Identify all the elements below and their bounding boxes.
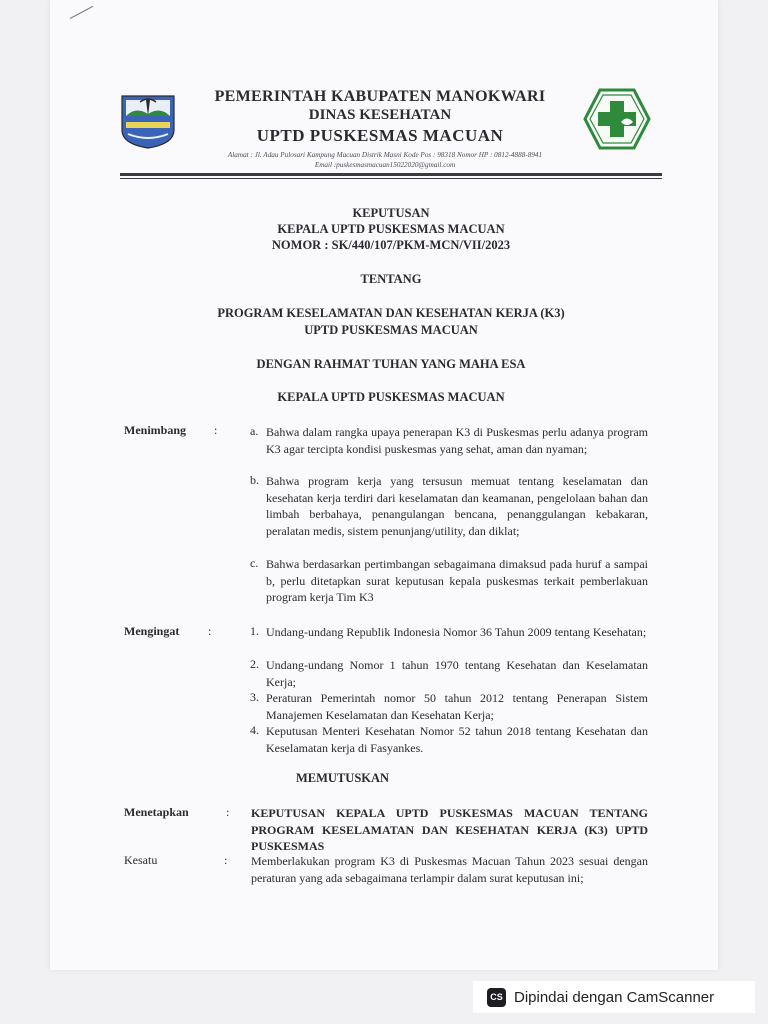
- mengingat-item: Undang-undang Republik Indonesia Nomor 36 Tahun 2009 tentang Kesehatan;: [266, 625, 647, 639]
- decree-issuer: KEPALA UPTD PUSKESMAS MACUAN: [277, 222, 505, 236]
- menimbang-colon: :: [214, 423, 218, 437]
- camscanner-icon: CS: [487, 988, 506, 1007]
- mengingat-colon: :: [208, 624, 212, 638]
- menetapkan-text: KEPUTUSAN KEPALA UPTD PUSKESMAS MACUAN TENTANG PROGRAM KESELAMATAN DAN KESEHATAN KERJA (K3) UPTD PUSKESMAS: [251, 806, 648, 853]
- mengingat-item: Peraturan Pemerintah nomor 50 tahun 2012 tentang Penerapan Sistem Manajemen Keselamatan dan Kesehatan Kerja;: [266, 691, 648, 722]
- camscanner-label: Dipindai dengan CamScanner: [514, 988, 715, 1006]
- menetapkan-label: Menetapkan: [124, 805, 189, 819]
- menimbang-item: Bahwa dalam rangka upaya penerapan K3 di Puskesmas perlu adanya program K3 agar tercipta kondisi puskesmas yang sehat, aman dan nyaman;: [266, 425, 648, 456]
- decree-subject: PROGRAM KESELAMATAN DAN KESEHATAN KERJA (K3): [217, 306, 565, 320]
- mengingat-marker: 3.: [250, 690, 259, 704]
- mengingat-item: Undang-undang Nomor 1 tahun 1970 tentang Kesehatan dan Keselamatan Kerja;: [266, 658, 648, 689]
- mengingat-marker: 2.: [250, 657, 259, 671]
- menimbang-marker: b.: [250, 473, 259, 487]
- menimbang-item: Bahwa program kerja yang tersusun memuat tentang keselamatan dan kesehatan kerja terdiri dari keselamatan dan keamanan, pengelolaan bahan dan limbah berbahaya, penangulangan bencana, penanggulangan kebakaran, peralatan medis, sistem penunjang/utility, dan diklat;: [266, 474, 648, 538]
- letterhead-institution: UPTD PUSKESMAS MACUAN: [256, 126, 504, 145]
- kesatu-label: Kesatu: [124, 853, 158, 867]
- menetapkan-colon: :: [226, 805, 230, 819]
- menimbang-item: Bahwa berdasarkan pertimbangan sebagaimana dimaksud pada huruf a sampai b, perlu ditetapkan surat keputusan kepala puskesmas terkait pemberlakuan program kerja Tim K3: [266, 557, 648, 604]
- kesatu-colon: :: [224, 853, 228, 867]
- decree-number: NOMOR : SK/440/107/PKM-MCN/VII/2023: [271, 238, 511, 252]
- camscanner-watermark: [473, 981, 755, 1013]
- mengingat-marker: 4.: [250, 723, 259, 737]
- mengingat-label: Mengingat: [124, 624, 180, 638]
- letterhead-address: Alamat : Jl. Adau Pulosari Kampung Macuan Distrik Masni Kode Pos : 98318 Nomor HP : 0812-4888-8941: [227, 151, 543, 159]
- decree-invocation: DENGAN RAHMAT TUHAN YANG MAHA ESA: [256, 357, 526, 371]
- decision-heading: MEMUTUSKAN: [296, 771, 390, 785]
- decree-title: KEPUTUSAN: [352, 206, 430, 220]
- decree-subject-unit: UPTD PUSKESMAS MACUAN: [304, 323, 478, 337]
- kesatu-text: Memberlakukan program K3 di Puskesmas Macuan Tahun 2023 sesuai dengan peraturan yang ada sebagaimana terlampir dalam surat keputusan ini;: [251, 854, 648, 885]
- decree-authority: KEPALA UPTD PUSKESMAS MACUAN: [277, 390, 505, 404]
- menimbang-marker: c.: [250, 556, 259, 570]
- mengingat-item: Keputusan Menteri Kesehatan Nomor 52 tahun 2018 tentang Kesehatan dan Keselamatan kerja di Fasyankes.: [266, 724, 648, 755]
- menimbang-marker: a.: [250, 424, 259, 438]
- letterhead-department: DINAS KESEHATAN: [308, 107, 452, 123]
- letterhead-divider: [120, 173, 662, 176]
- puskesmas-emblem-icon: [583, 88, 651, 150]
- menimbang-label: Menimbang: [124, 423, 187, 437]
- mengingat-marker: 1.: [250, 624, 259, 638]
- letterhead-divider-thin: [120, 178, 662, 179]
- letterhead-government: PEMERINTAH KABUPATEN MANOKWARI: [214, 88, 546, 105]
- regency-emblem-icon: [118, 92, 178, 150]
- decree-about: TENTANG: [360, 272, 422, 286]
- letterhead-email: Email :puskesmasmacuan15022020@gmail.com: [314, 161, 456, 169]
